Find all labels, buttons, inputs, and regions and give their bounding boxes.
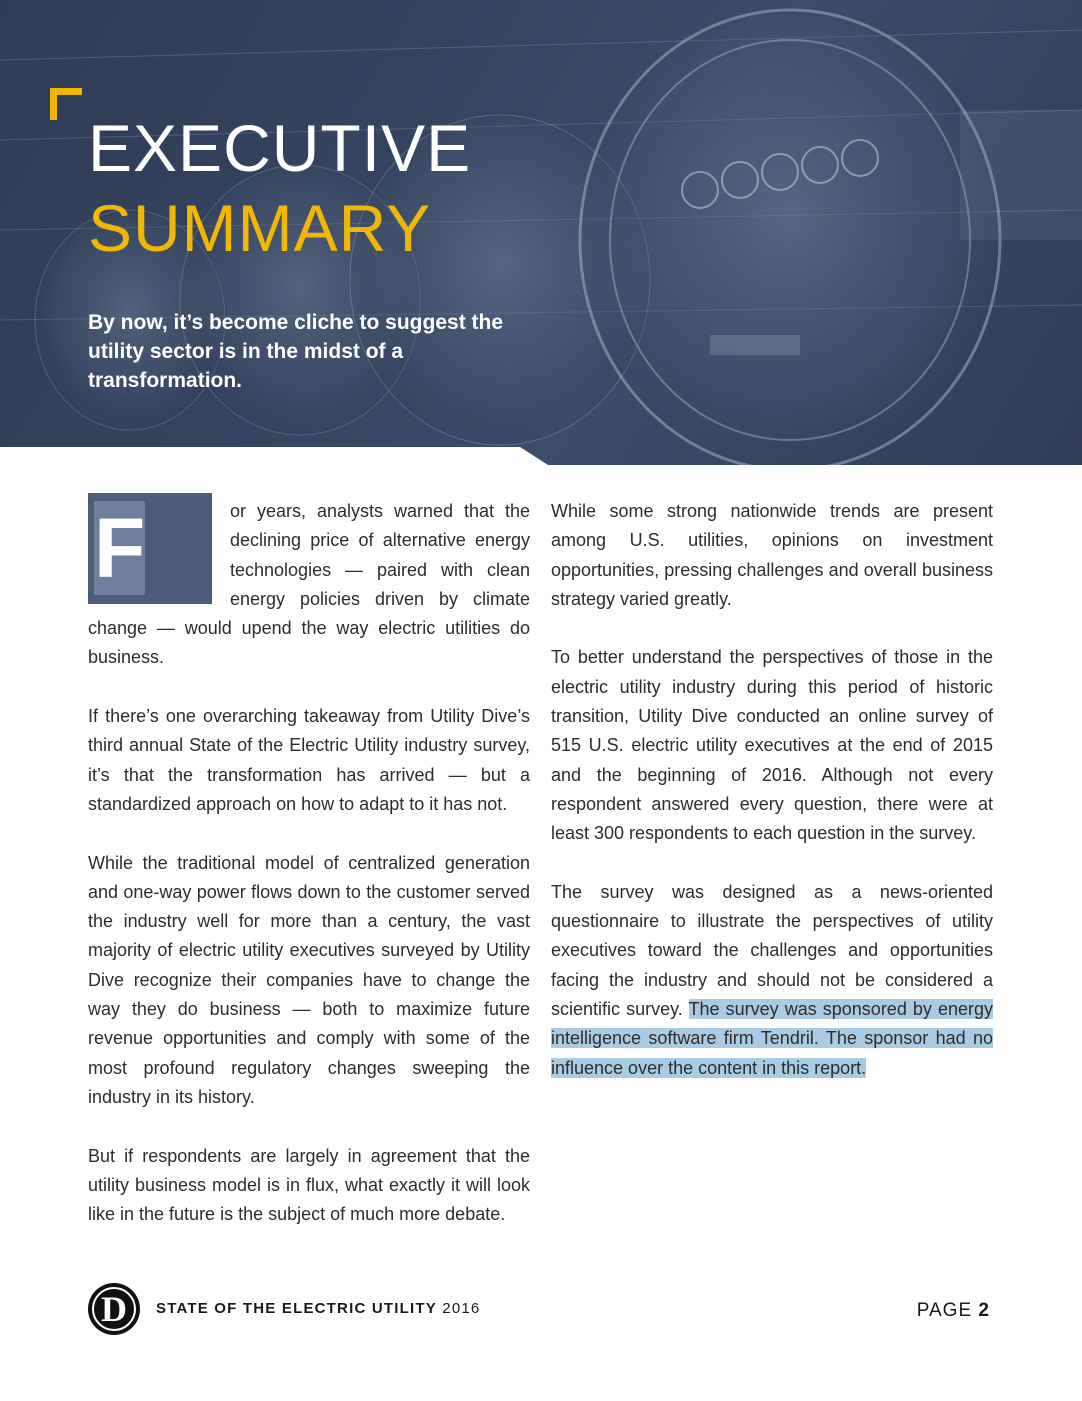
title-line-1: EXECUTIVE [88,111,472,185]
page-number: PAGE 2 [916,1300,990,1321]
paragraph: While some strong nationwide trends are present among U.S. utilities, opinions on investment opportunities, pressing challenges and overall business strategy varied greatly. [551,501,993,609]
footer-publication-title: STATE OF THE ELECTRIC UTILITY 2016 [156,1300,481,1317]
title-corner-accent [50,88,82,120]
page-title [88,108,471,268]
selected-text-highlight[interactable]: The survey was sponsored by energy intelligence software firm Tendril. The sponsor had no influence over the content in this report. [551,999,994,1078]
paragraph: F or years, analysts warned that the declining price of alternative energy technologies — paired with clean energy policies driven by climate change — would upend the way electric utilities do business. [88,497,530,673]
utility-dive-logo [88,1283,140,1335]
paragraph: To better understand the perspectives of those in the electric utility industry during this period of historic transition, Utility Dive conducted an online survey of 515 U.S. electric utility executives at the end of 2015 and the beginning of 2016. Although not every respondent answered every question, there were at least 300 respondents to each question in the survey. [551,647,993,844]
drop-cap: F [88,493,212,604]
paragraph: If there’s one overarching takeaway from Utility Dive’s third annual State of the Electric Utility industry survey, it’s that the transformation has arrived — but a standardized approach on how to adapt to it has not. [88,706,530,814]
paragraph: The survey was designed as a news-oriented questionnaire to illustrate the perspectives of utility executives toward the challenges and opportunities facing the industry and should not be considered a scientific survey. The survey was sponsored by energy intelligence software firm Tendril. The sponsor had no influence over the content in this report. [551,881,994,1078]
paragraph: But if respondents are largely in agreement that the utility business model is in flux, what exactly it will look like in the future is the subject of much more debate. [88,1145,530,1225]
paragraph: While the traditional model of centralized generation and one-way power flows down to the customer served the industry well for more than a century, the vast majority of electric utility executives surveyed by Utility Dive recognize their companies have to change the way they do business — both to maximize future revenue opportunities and comply with some of the most profound regulatory changes sweeping the industry in its history. [88,852,530,1107]
title-line-2: SUMMARY [88,191,432,265]
hero-subtitle: By now, it’s become cliche to suggest the utility sector is in the midst of a transformation. [88,311,504,392]
right-column [551,497,993,1112]
logo-letter: D [101,1289,127,1329]
left-column [88,497,530,1259]
